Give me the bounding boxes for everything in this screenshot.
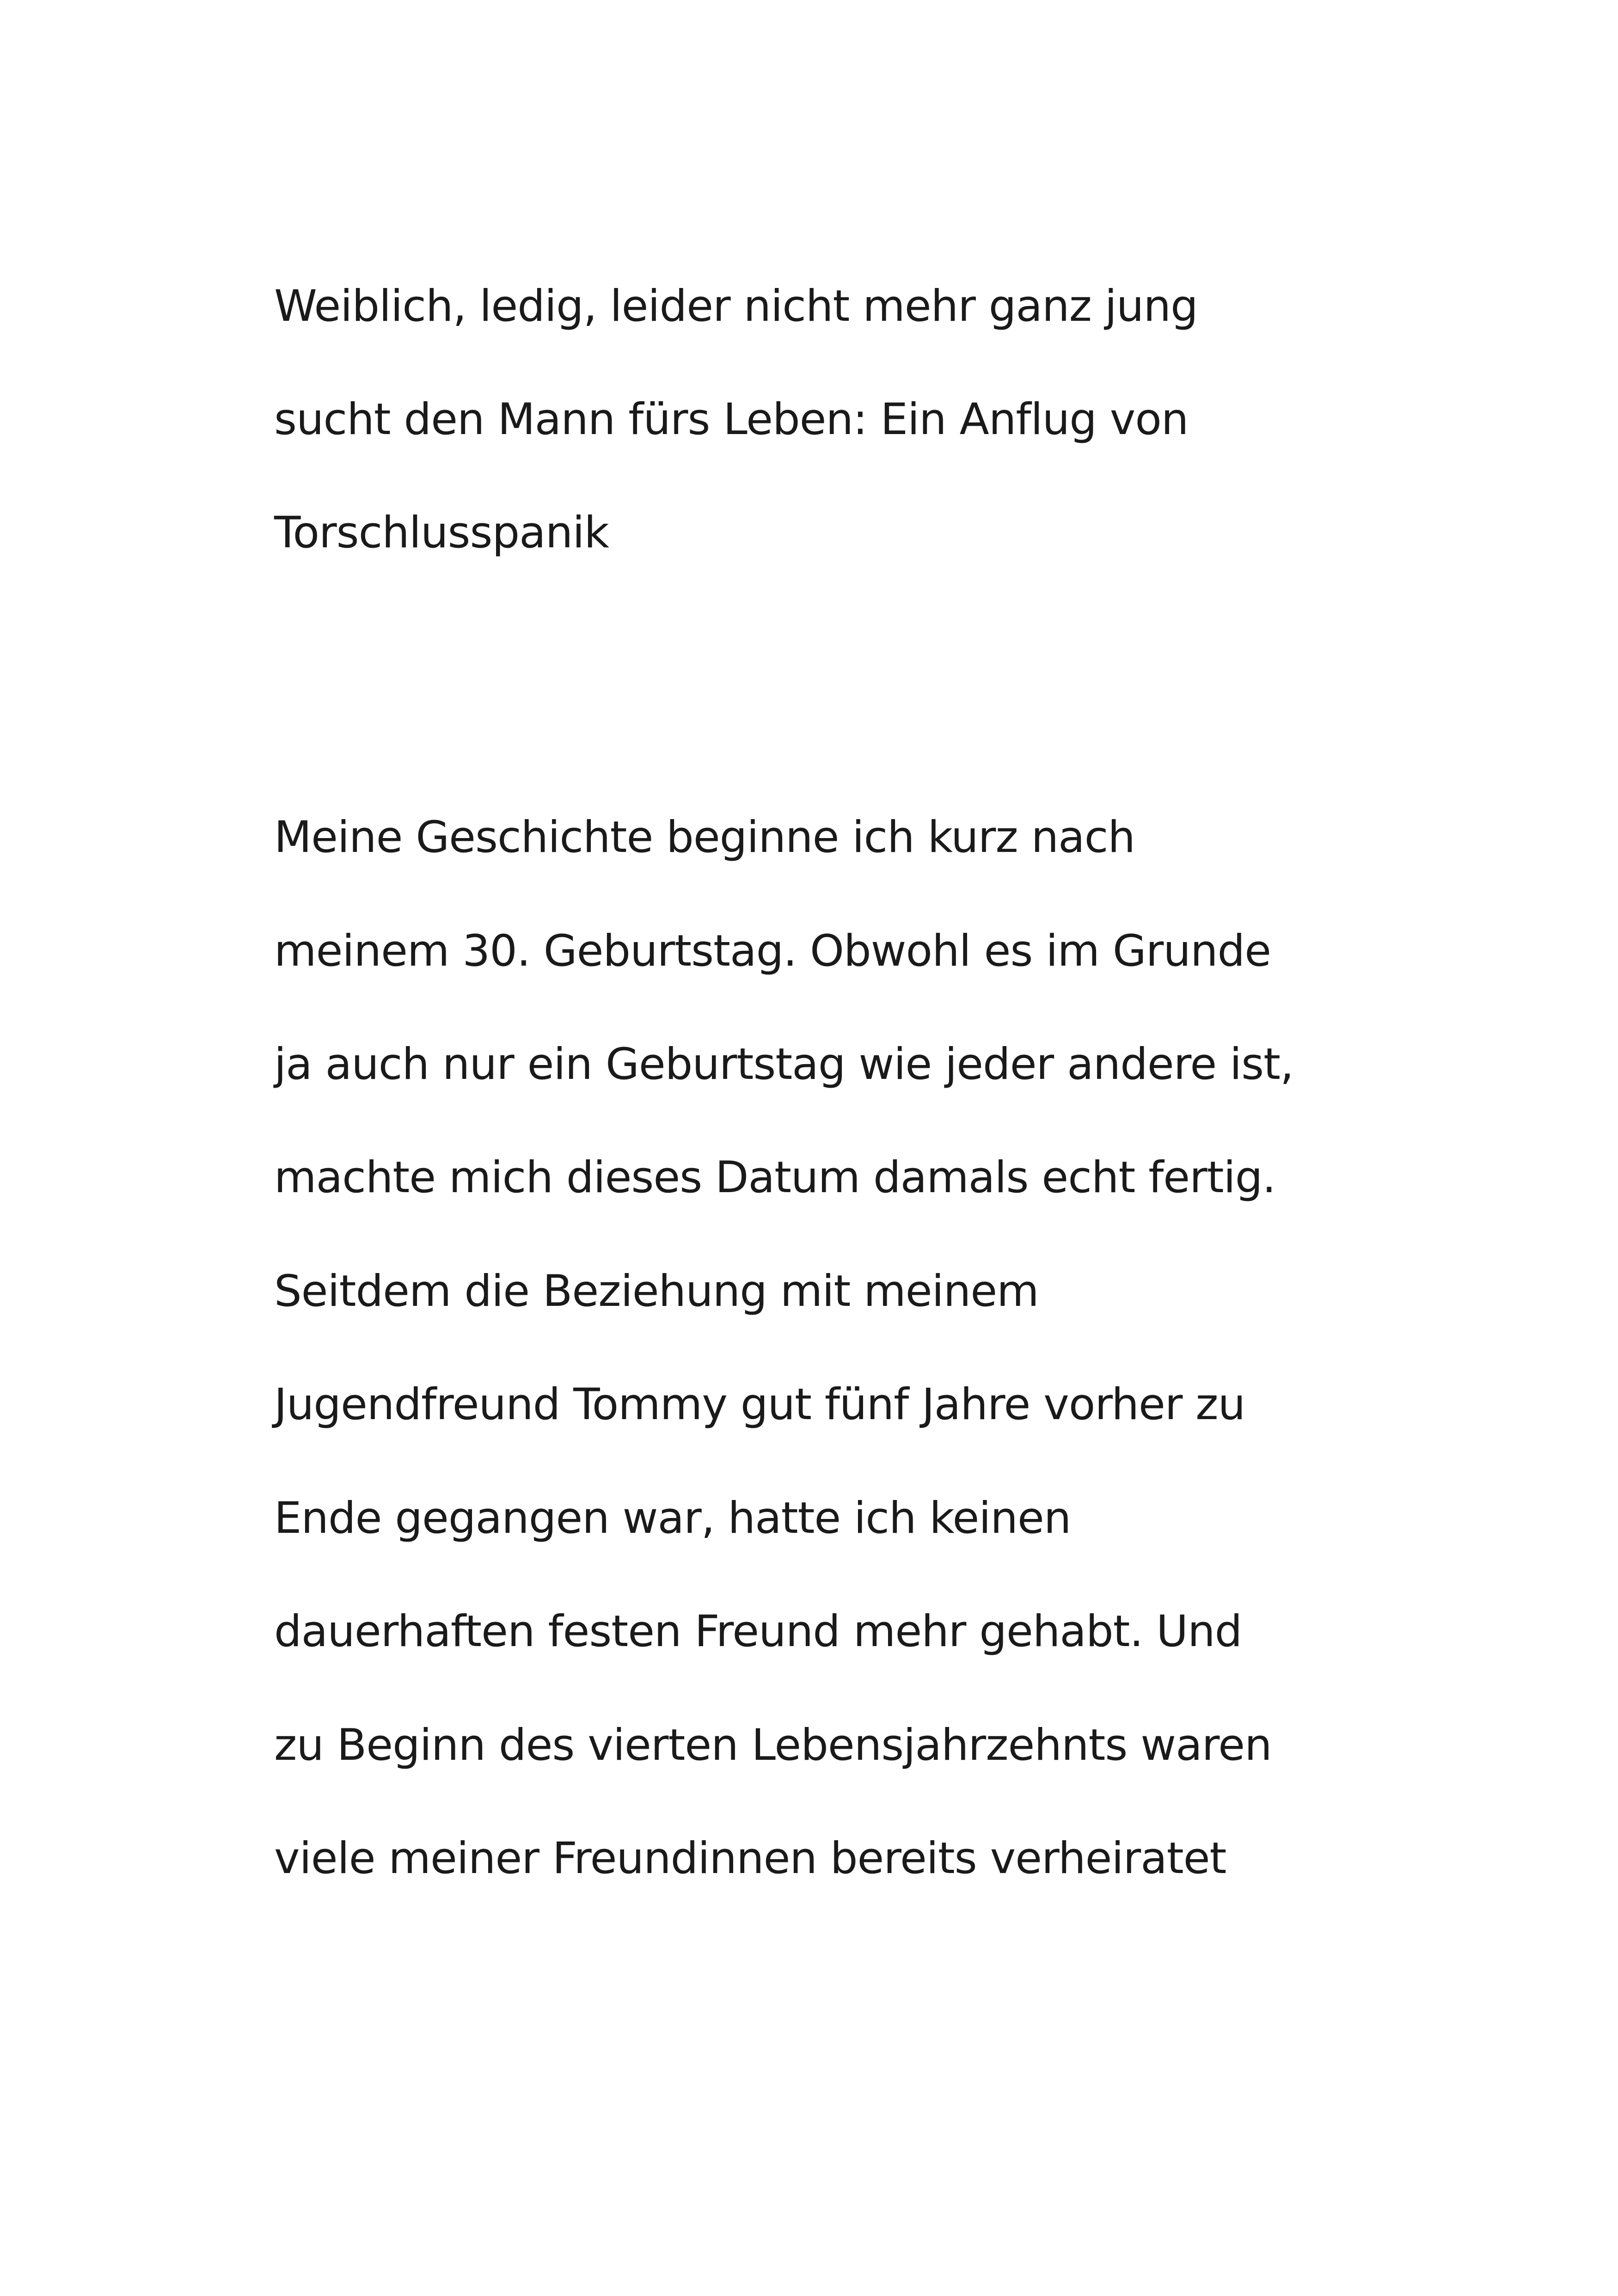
title-line: sucht den Mann fürs Leben: Ein Anflug von [274, 394, 1189, 445]
body-line: Meine Geschichte beginne ich kurz nach [274, 812, 1135, 863]
title-line: Weiblich, ledig, leider nicht mehr ganz jung [274, 281, 1198, 331]
body-line: machte mich dieses Datum damals echt fertig. [274, 1152, 1276, 1203]
title-line: Torschlusspanik [274, 508, 609, 558]
body-line: zu Beginn des vierten Lebensjahrzehnts waren [274, 1720, 1272, 1770]
body-line: Seitdem die Beziehung mit meinem [274, 1266, 1039, 1316]
body-line: meinem 30. Geburtstag. Obwohl es im Grunde [274, 926, 1271, 976]
body-line: viele meiner Freundinnen bereits verheiratet [274, 1833, 1226, 1884]
body-line: Jugendfreund Tommy gut fünf Jahre vorher zu [274, 1379, 1245, 1430]
body-line: Ende gegangen war, hatte ich keinen [274, 1493, 1071, 1543]
body-line: dauerhaften festen Freund mehr gehabt. Und [274, 1606, 1242, 1657]
body-line: ja auch nur ein Geburtstag wie jeder andere ist, [274, 1039, 1293, 1090]
